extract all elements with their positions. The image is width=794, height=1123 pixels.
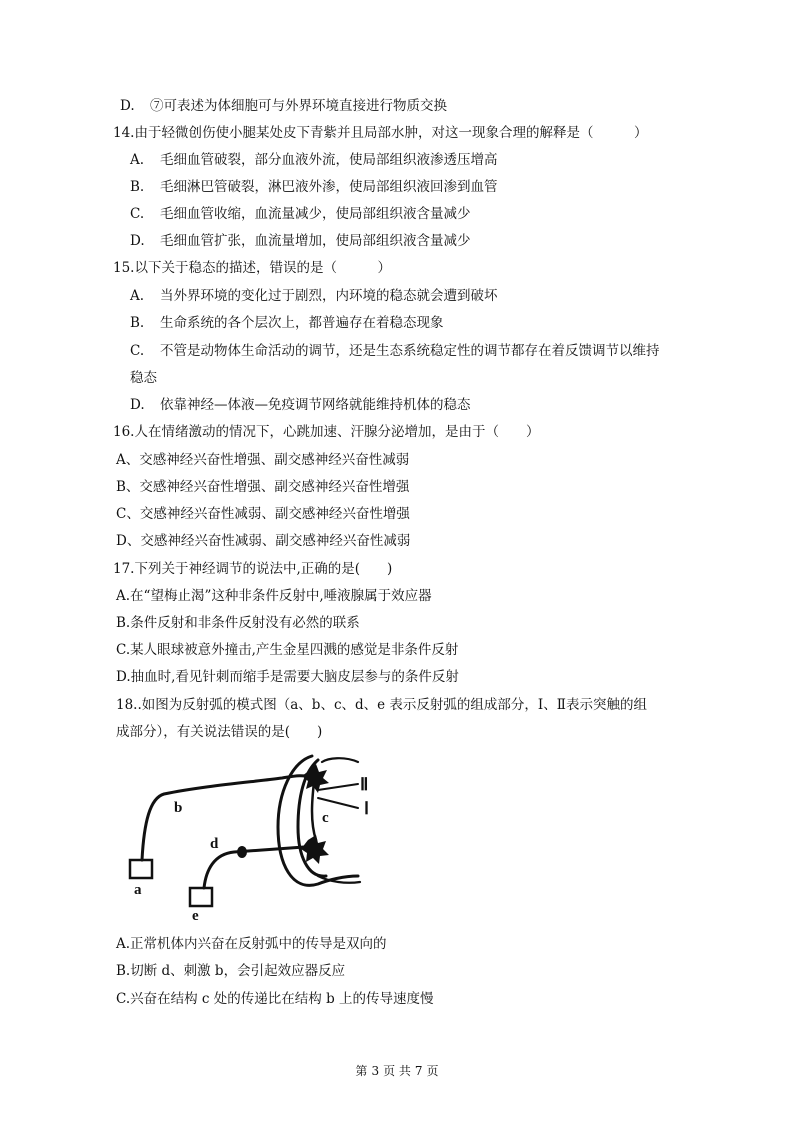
label-b: b bbox=[174, 800, 183, 816]
q18-stem-line2: 成部分），有关说法错误的是( ) bbox=[116, 724, 323, 740]
option-label: D. bbox=[130, 233, 145, 249]
q15-stem: 15.以下关于稳态的描述，错误的是（ ） bbox=[113, 260, 391, 276]
q17-stem: 17.下列关于神经调节的说法中,正确的是( ) bbox=[113, 561, 393, 577]
label-e: e bbox=[192, 908, 199, 924]
q14-option-c bbox=[130, 205, 471, 223]
q18-option-b: B.切断 d、刺激 b，会引起效应器反应 bbox=[116, 963, 346, 979]
q17-option-b: B.条件反射和非条件反射没有必然的联系 bbox=[116, 615, 360, 631]
q14-option-d bbox=[130, 232, 471, 250]
q16-option-d: D、交感神经兴奋性减弱、副交感神经兴奋性减弱 bbox=[116, 533, 411, 549]
label-d: d bbox=[210, 836, 219, 852]
option-text: 当外界环境的变化过于剧烈，内环境的稳态就会遭到破坏 bbox=[160, 288, 498, 304]
interneuron-axon bbox=[312, 782, 316, 840]
q17-option-a: A.在“望梅止渴”这种非条件反射中,唾液腺属于效应器 bbox=[116, 588, 432, 604]
option-label: D. bbox=[120, 98, 135, 114]
q15-option-c-continuation: 稳态 bbox=[130, 370, 157, 386]
option-text: 毛细血管扩张，血流量增加，使局部组织液含量减少 bbox=[160, 233, 471, 249]
q16-option-b: B、交感神经兴奋性增强、副交感神经兴奋性增强 bbox=[116, 479, 410, 495]
q18-stem-line1: 18..如图为反射弧的模式图（a、b、c、d、e 表示反射弧的组成部分，Ⅰ、Ⅱ表示突触的组 bbox=[116, 697, 647, 713]
option-label: C. bbox=[130, 343, 145, 359]
ganglion-cell-body bbox=[237, 846, 247, 858]
label-c: c bbox=[322, 810, 329, 826]
option-label: A. bbox=[130, 288, 145, 304]
label-a: a bbox=[134, 882, 142, 898]
option-label: A. bbox=[130, 152, 145, 168]
label-i: Ⅰ bbox=[364, 799, 370, 818]
option-text: 依靠神经—体液—免疫调节网络就能维持机体的稳态 bbox=[160, 397, 471, 413]
q15-option-b bbox=[130, 314, 444, 332]
footer-total-pages: 7 bbox=[414, 1064, 423, 1078]
q14-option-a bbox=[130, 151, 498, 169]
page-footer bbox=[0, 1062, 794, 1079]
footer-mid: 页 共 bbox=[383, 1064, 411, 1078]
q18-option-c: C.兴奋在结构 c 处的传递比在结构 b 上的传导速度慢 bbox=[116, 991, 434, 1007]
footer-prefix: 第 bbox=[355, 1064, 368, 1078]
synapse-line-ii bbox=[318, 784, 358, 790]
q17-option-d: D.抽血时,看见针刺而缩手是需要大脑皮层参与的条件反射 bbox=[116, 669, 459, 685]
q16-option-a: A、交感神经兴奋性增强、副交感神经兴奋性减弱 bbox=[116, 452, 410, 468]
option-text: 毛细血管收缩，血流量减少，使局部组织液含量减少 bbox=[160, 206, 471, 222]
q17-option-c: C.某人眼球被意外撞击,产生金星四溅的感觉是非条件反射 bbox=[116, 642, 459, 658]
footer-suffix: 页 bbox=[426, 1064, 439, 1078]
effector-box-e bbox=[190, 888, 212, 906]
q13-option-d bbox=[120, 97, 447, 115]
option-text: 毛细血管破裂，部分血液外流，使局部组织液渗透压增高 bbox=[160, 152, 498, 168]
q16-stem: 16.人在情绪激动的情况下，心跳加速、汗腺分泌增加，是由于（ ） bbox=[113, 424, 540, 440]
q14-stem: 14.由于轻微创伤使小腿某处皮下青紫并且局部水肿，对这一现象合理的解释是（ ） bbox=[113, 125, 648, 141]
label-ii: Ⅱ bbox=[360, 775, 369, 794]
option-text: 不管是动物体生命活动的调节，还是生态系统稳定性的调节都存在着反馈调节以维持 bbox=[160, 343, 660, 359]
synapse-line-i bbox=[318, 798, 358, 808]
option-text: 生命系统的各个层次上，都普遍存在着稳态现象 bbox=[160, 315, 444, 331]
q15-option-a bbox=[130, 287, 498, 305]
option-text: 毛细淋巴管破裂，淋巴液外渗，使局部组织液回渗到血管 bbox=[160, 179, 498, 195]
option-label: B. bbox=[130, 179, 145, 195]
q18-option-a: A.正常机体内兴奋在反射弧中的传导是双向的 bbox=[116, 936, 387, 952]
option-label: D. bbox=[130, 397, 145, 413]
q15-option-c bbox=[130, 342, 660, 360]
option-text: ⑦可表述为体细胞可与外界环境直接进行物质交换 bbox=[150, 98, 447, 114]
reflex-arc-diagram bbox=[122, 752, 392, 924]
receptor-box-a bbox=[130, 860, 152, 878]
footer-page-number: 3 bbox=[371, 1064, 380, 1078]
q14-option-b bbox=[130, 178, 498, 196]
q15-option-d bbox=[130, 396, 471, 414]
option-label: B. bbox=[130, 315, 145, 331]
q16-option-c: C、交感神经兴奋性减弱、副交感神经兴奋性增强 bbox=[116, 506, 410, 522]
option-label: C. bbox=[130, 206, 145, 222]
